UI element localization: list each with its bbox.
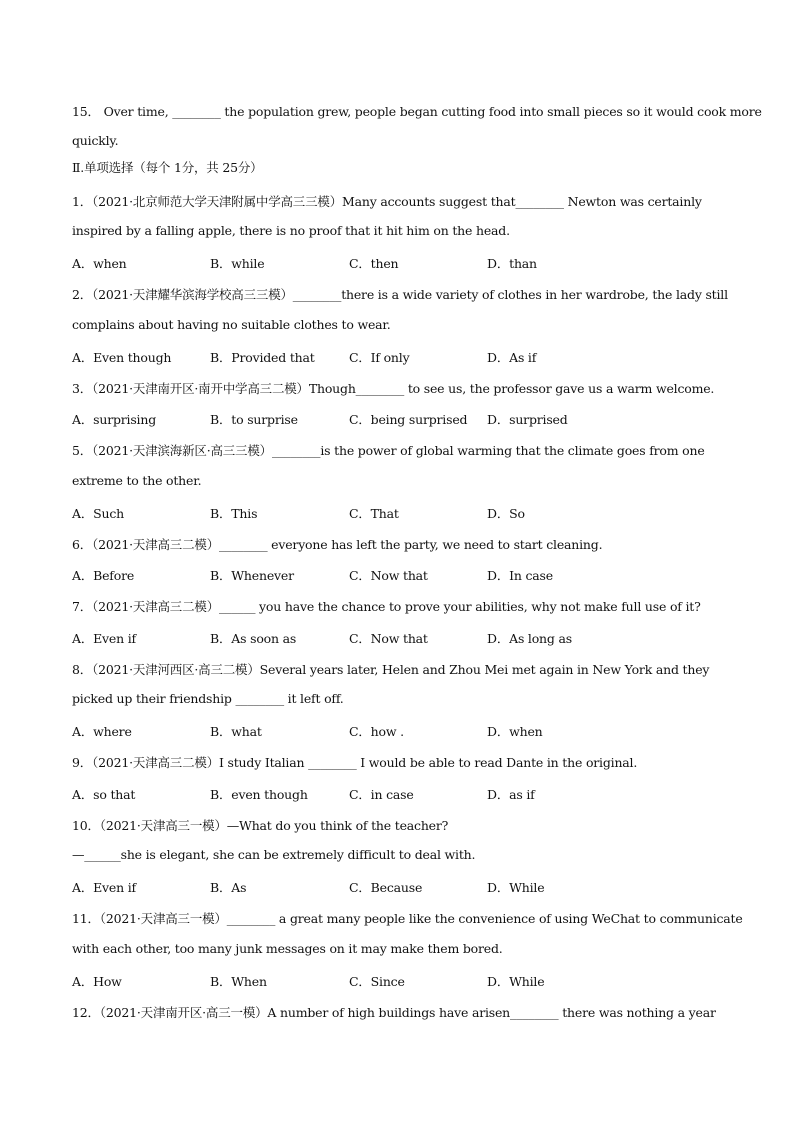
question-6-line-1: 6．（2021·天津高三二模）________ everyone has left the party, we need to start cleaning. bbox=[72, 537, 603, 552]
question-11-line-2: with each other, too many junk messages on it may make them bored. bbox=[72, 941, 503, 956]
question-8-option-a: A．where bbox=[72, 724, 132, 739]
question-1-option-a: A．when bbox=[72, 256, 127, 271]
question-6-option-a: A．Before bbox=[72, 568, 135, 583]
question-5-option-d: D．So bbox=[487, 506, 525, 521]
question-7-option-b: B．As soon as bbox=[210, 631, 297, 646]
question-11-line-1: 11．（2021·天津高三一模）________ a great many people like the convenience of using WeChat to communicate bbox=[72, 911, 743, 926]
question-8-line-1: 8．（2021·天津河西区·高三二模）Several years later, Helen and Zhou Mei met again in New York and they bbox=[72, 662, 710, 677]
question-11-option-b: B．When bbox=[210, 974, 267, 989]
q15-line-1: 15． Over time, ________ the population grew, people began cutting food into small pieces so it would cook more bbox=[72, 104, 762, 119]
question-1-line-1: 1．（2021·北京师范大学天津附属中学高三三模）Many accounts suggest that________ Newton was certainly bbox=[72, 194, 702, 209]
question-5-option-b: B．This bbox=[210, 506, 258, 521]
question-11-option-a: A．How bbox=[72, 974, 122, 989]
question-11-option-c: C．Since bbox=[349, 974, 405, 989]
question-3-option-b: B．to surprise bbox=[210, 412, 298, 427]
question-5-option-a: A．Such bbox=[72, 506, 124, 521]
question-8-option-b: B．what bbox=[210, 724, 262, 739]
q15-line-2: quickly. bbox=[72, 133, 119, 148]
section-heading: Ⅱ.单项选择（每个 1分，共 25分） bbox=[72, 160, 263, 175]
question-9-option-a: A．so that bbox=[72, 787, 136, 802]
question-2-option-b: B．Provided that bbox=[210, 350, 315, 365]
question-5-line-1: 5．（2021·天津滨海新区·高三三模）________is the power of global warming that the climate goes from one bbox=[72, 443, 705, 458]
question-3-option-a: A．surprising bbox=[72, 412, 157, 427]
question-2-option-c: C．If only bbox=[349, 350, 410, 365]
question-6-option-d: D．In case bbox=[487, 568, 553, 583]
question-3-line-1: 3．（2021·天津南开区·南开中学高三二模）Though________ to see us, the professor gave us a warm welcome. bbox=[72, 381, 715, 396]
question-10-option-d: D．While bbox=[487, 880, 545, 895]
question-7-option-a: A．Even if bbox=[72, 631, 136, 646]
question-10-line-1: 10．（2021·天津高三一模）—What do you think of the teacher? bbox=[72, 818, 449, 833]
question-5-line-2: extreme to the other. bbox=[72, 473, 202, 488]
question-7-option-d: D．As long as bbox=[487, 631, 572, 646]
question-10-option-c: C．Because bbox=[349, 880, 423, 895]
question-9-line-1: 9．（2021·天津高三二模）I study Italian ________ I would be able to read Dante in the original. bbox=[72, 755, 638, 770]
question-7-line-1: 7．（2021·天津高三二模）______ you have the chance to prove your abilities, why not make full use of it? bbox=[72, 599, 701, 614]
question-6-option-c: C．Now that bbox=[349, 568, 428, 583]
question-12-line-1: 12．（2021·天津南开区·高三一模）A number of high buildings have arisen________ there was nothing a year bbox=[72, 1005, 716, 1020]
question-1-option-c: C．then bbox=[349, 256, 399, 271]
question-8-option-d: D．when bbox=[487, 724, 543, 739]
question-1-line-2: inspired by a falling apple, there is no proof that it hit him on the head. bbox=[72, 223, 510, 238]
question-2-line-1: 2．（2021·天津耀华滨海学校高三三模）________there is a wide variety of clothes in her wardrobe, the lady still bbox=[72, 287, 728, 302]
question-10-option-a: A．Even if bbox=[72, 880, 136, 895]
question-9-option-b: B．even though bbox=[210, 787, 308, 802]
question-10-option-b: B．As bbox=[210, 880, 247, 895]
question-10-line-2: —______she is elegant, she can be extremely difficult to deal with. bbox=[72, 847, 476, 862]
question-7-option-c: C．Now that bbox=[349, 631, 428, 646]
question-3-option-c: C．being surprised bbox=[349, 412, 468, 427]
question-9-option-c: C．in case bbox=[349, 787, 414, 802]
question-2-line-2: complains about having no suitable clothes to wear. bbox=[72, 317, 391, 332]
question-8-option-c: C．how . bbox=[349, 724, 404, 739]
question-8-line-2: picked up their friendship ________ it left off. bbox=[72, 691, 344, 706]
question-11-option-d: D．While bbox=[487, 974, 545, 989]
question-1-option-d: D．than bbox=[487, 256, 537, 271]
question-2-option-a: A．Even though bbox=[72, 350, 172, 365]
question-3-option-d: D．surprised bbox=[487, 412, 568, 427]
question-9-option-d: D．as if bbox=[487, 787, 535, 802]
question-1-option-b: B．while bbox=[210, 256, 265, 271]
question-6-option-b: B．Whenever bbox=[210, 568, 294, 583]
question-5-option-c: C．That bbox=[349, 506, 399, 521]
question-2-option-d: D．As if bbox=[487, 350, 537, 365]
